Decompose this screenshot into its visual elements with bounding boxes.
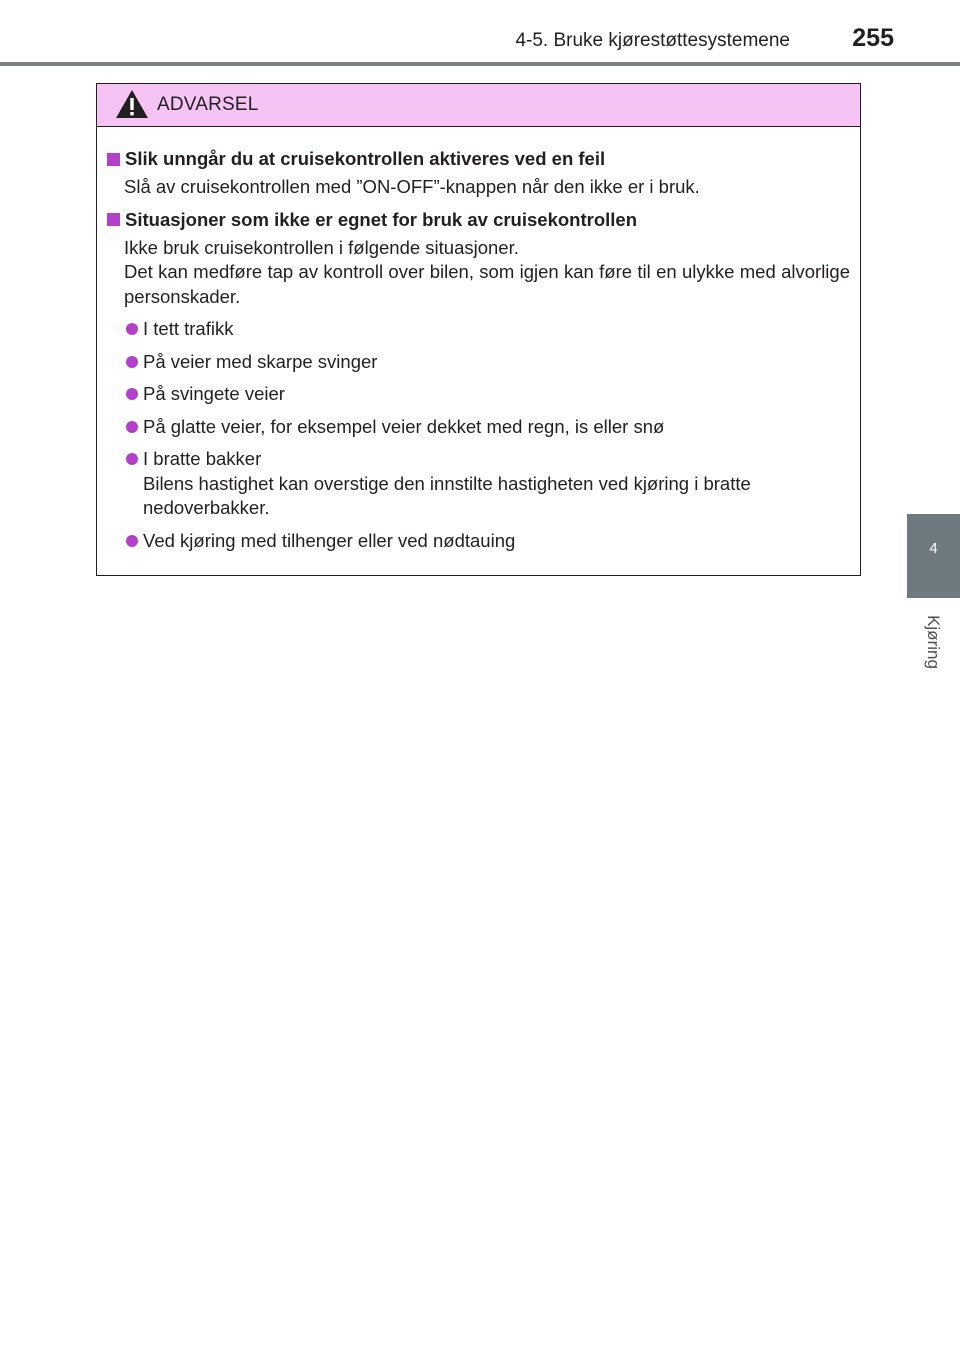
list-item xyxy=(107,447,850,521)
warning-box xyxy=(96,83,861,576)
list-item-detail: Bilens hastighet kan overstige den innstilte hastigheten ved kjøring i bratte nedoverbakker. xyxy=(143,472,751,518)
warning-section xyxy=(107,147,850,200)
list-item xyxy=(107,382,850,407)
header-divider xyxy=(0,62,960,66)
list-item-label: På glatte veier, for eksempel veier dekket med regn, is eller snø xyxy=(143,415,665,437)
warning-header xyxy=(97,84,860,127)
warning-title: ADVARSEL xyxy=(157,94,259,115)
list-item xyxy=(107,350,850,375)
list-item xyxy=(107,317,850,342)
section-text: Slå av cruisekontrollen med ”ON-OFF”-knappen når den ikke er i bruk. xyxy=(124,176,700,197)
list-item-label: Ved kjøring med tilhenger eller ved nødtauing xyxy=(143,529,516,551)
circle-bullet-icon xyxy=(126,323,138,335)
section-heading-text: Situasjoner som ikke er egnet for bruk av cruisekontrollen xyxy=(125,208,637,230)
list-item-label: På svingete veier xyxy=(143,383,285,404)
section-heading xyxy=(107,147,850,171)
list-item-content xyxy=(143,447,850,521)
list-item xyxy=(107,415,850,440)
section-heading xyxy=(107,208,850,232)
circle-bullet-icon xyxy=(126,356,138,368)
square-bullet-icon xyxy=(107,153,120,166)
list-item-label: I tett trafikk xyxy=(143,318,234,339)
section-title: 4-5. Bruke kjørestøttesystemene xyxy=(515,30,790,51)
warning-section xyxy=(107,208,850,554)
chapter-label: Kjøring xyxy=(924,615,943,669)
list-item-label: På veier med skarpe svinger xyxy=(143,350,378,372)
circle-bullet-icon xyxy=(126,535,138,547)
section-text-line: Det kan medføre tap av kontroll over bilen, som igjen kan føre til en ulykke med alvorlige personskader. xyxy=(124,261,850,307)
section-text xyxy=(124,236,850,310)
warning-body xyxy=(97,127,860,553)
circle-bullet-icon xyxy=(126,453,138,465)
list-item xyxy=(107,529,850,554)
section-text-line: Ikke bruk cruisekontrollen i følgende situasjoner. xyxy=(124,236,519,258)
bullet-list xyxy=(107,317,850,553)
square-bullet-icon xyxy=(107,213,120,226)
circle-bullet-icon xyxy=(126,421,138,433)
circle-bullet-icon xyxy=(126,388,138,400)
section-heading-text: Slik unngår du at cruisekontrollen aktiveres ved en feil xyxy=(125,148,606,169)
list-item-label: I bratte bakker xyxy=(143,448,262,469)
warning-triangle-icon xyxy=(115,89,149,119)
chapter-number: 4 xyxy=(929,540,938,557)
page-number: 255 xyxy=(852,24,894,52)
